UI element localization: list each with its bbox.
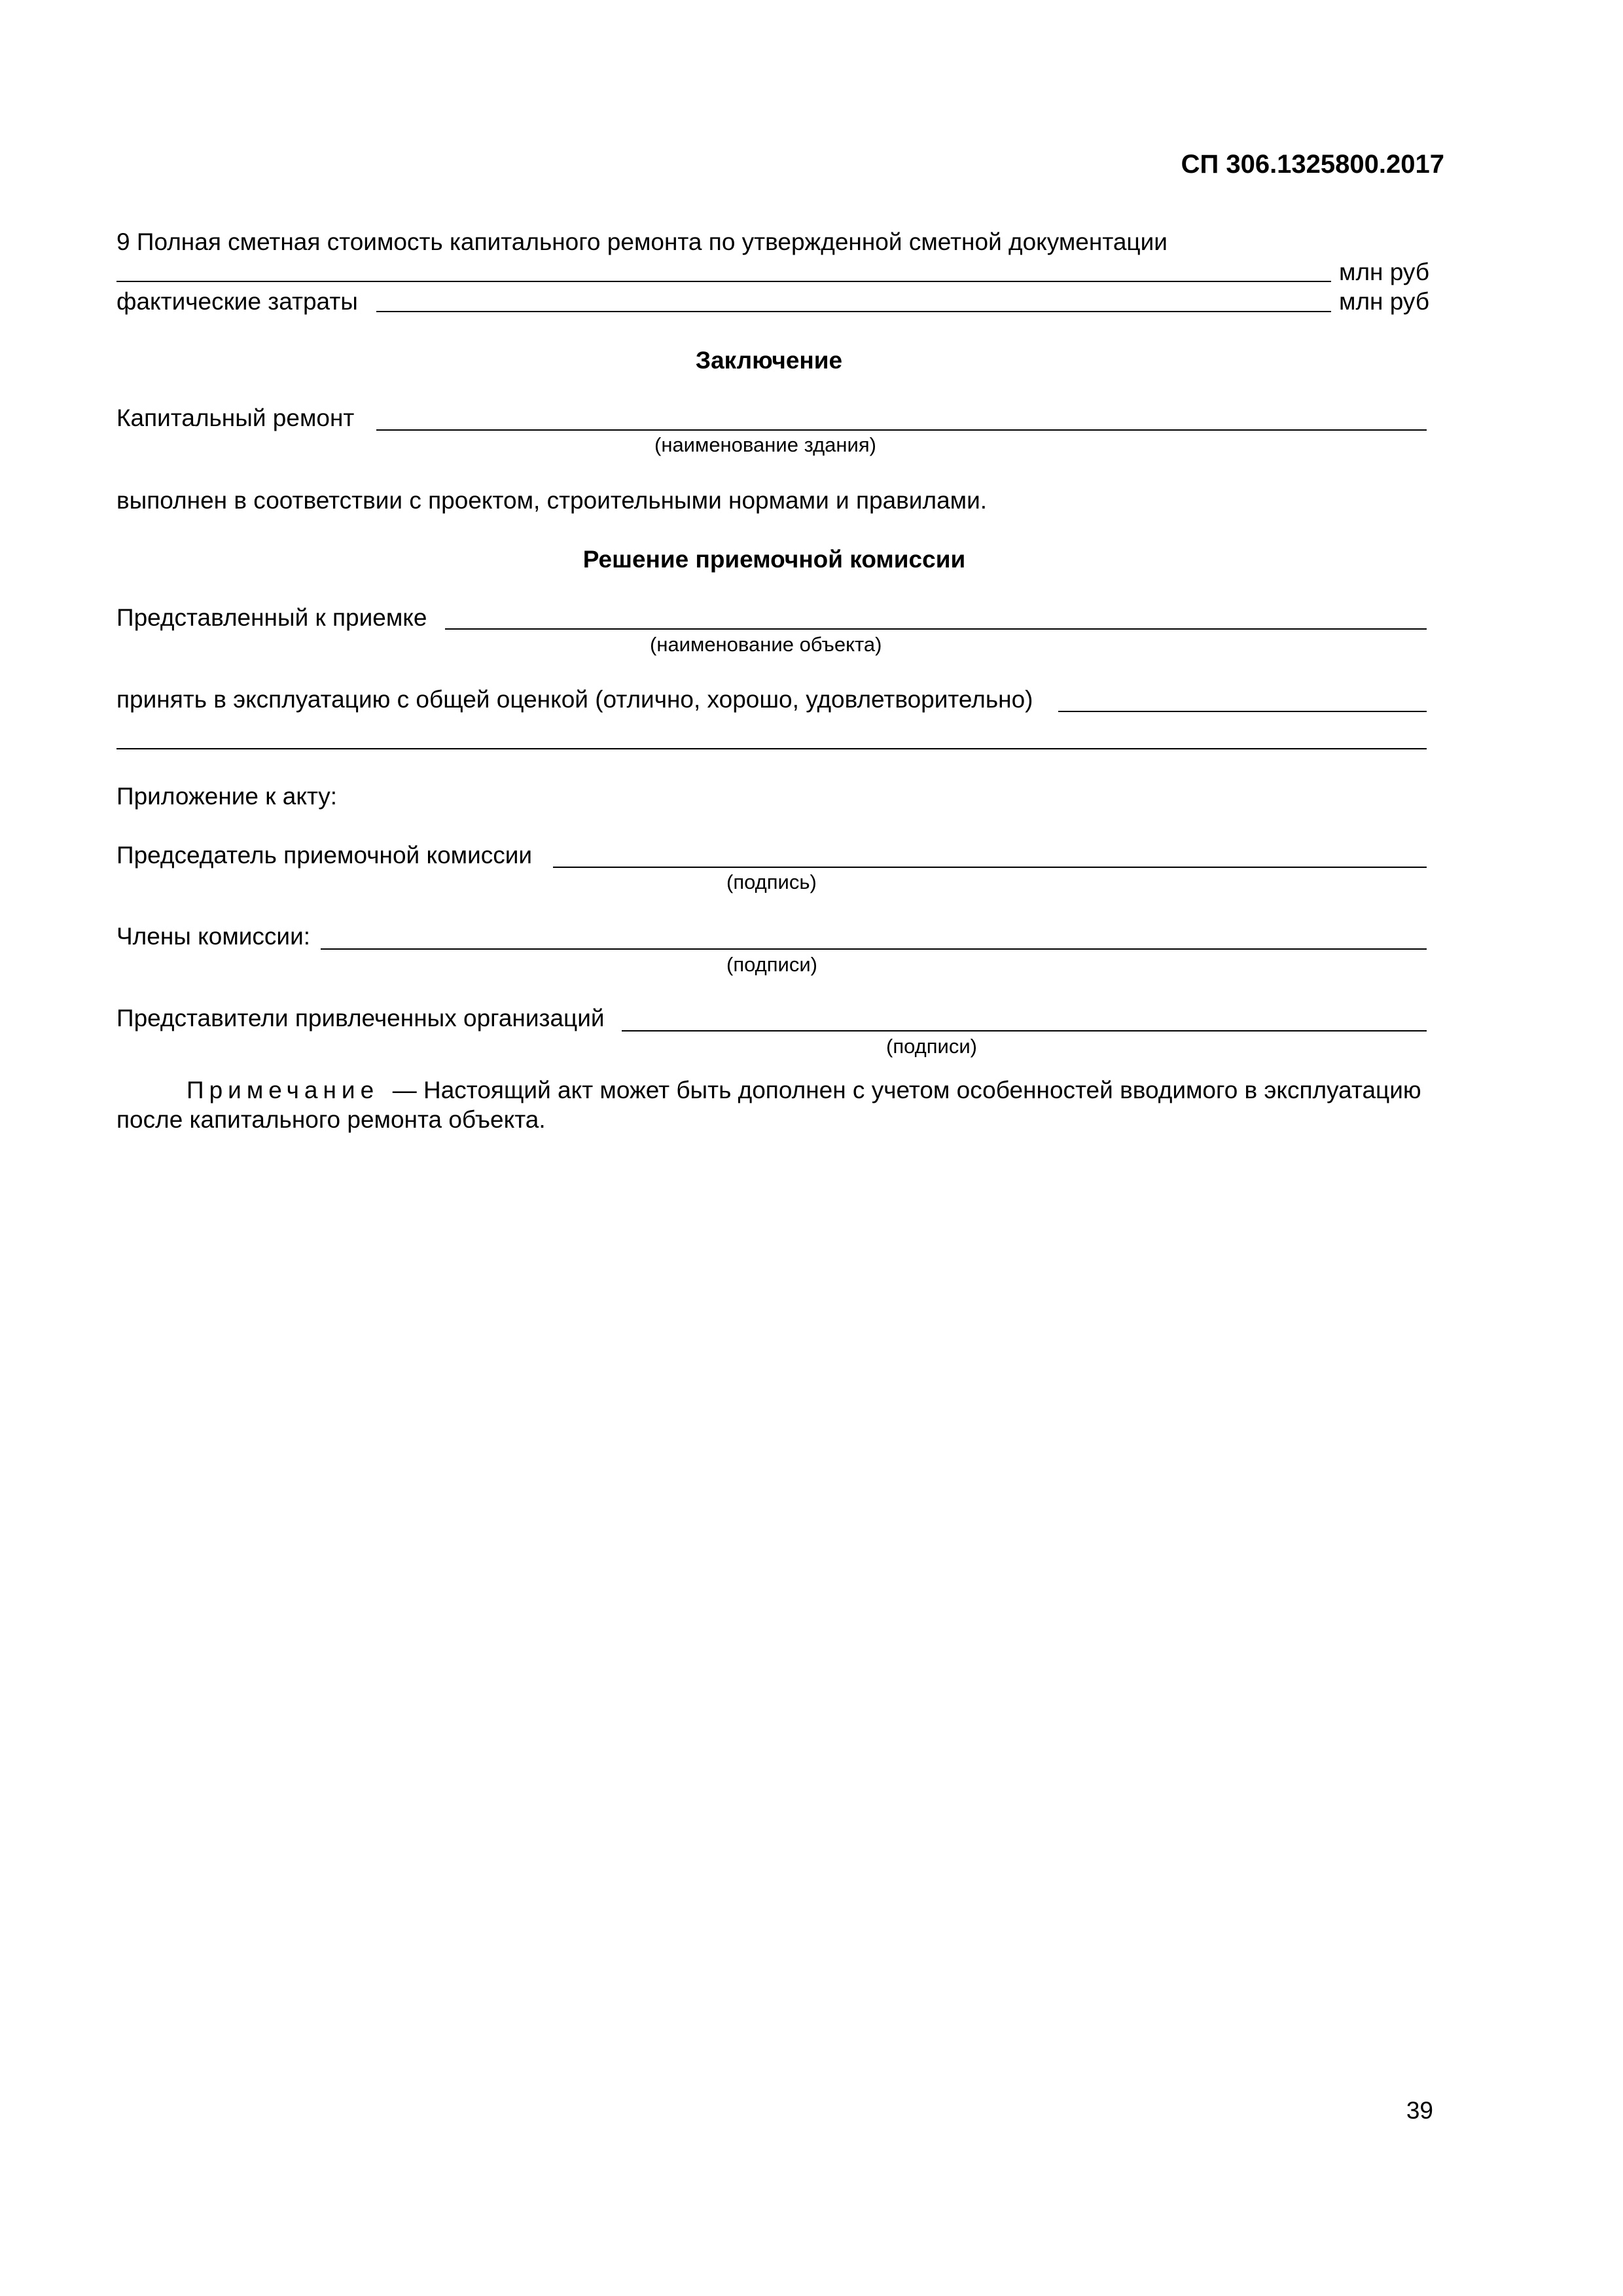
members-label: Члены комиссии: (116, 923, 311, 950)
appendix-label: Приложение к акту: (116, 783, 338, 810)
decision-heading: Решение приемочной комиссии (582, 546, 966, 573)
chairman-signature-caption: (подпись) (726, 870, 817, 893)
estimate-cost-line[interactable] (116, 281, 1331, 282)
chairman-label: Председатель приемочной комиссии (116, 842, 533, 869)
document-code: СП 306.1325800.2017 (1181, 150, 1444, 179)
rating-continuation-line[interactable] (116, 748, 1427, 749)
conclusion-heading: Заключение (695, 347, 843, 374)
section-9-title: 9 Полная сметная стоимость капитального ремонта по утвержденной сметной документации (116, 228, 1168, 255)
note-text-1: — Настоящий акт может быть дополнен с учетом особенностей вводимого в эксплуатацию (392, 1077, 1421, 1103)
page-number: 39 (1406, 2097, 1433, 2124)
note-line-1 (187, 1077, 1421, 1105)
note-label: Примечание (187, 1077, 380, 1103)
presented-label: Представленный к приемке (116, 604, 427, 631)
unit-label-2: млн руб (1339, 288, 1430, 315)
actual-costs-label: фактические затраты (116, 288, 358, 315)
object-name-caption: (наименование объекта) (650, 633, 882, 656)
building-name-caption: (наименование здания) (654, 433, 876, 456)
members-signature-line[interactable] (321, 948, 1427, 950)
chairman-signature-line[interactable] (553, 867, 1427, 868)
unit-label-1: млн руб (1339, 259, 1430, 285)
members-signature-caption: (подписи) (726, 953, 818, 976)
conclusion-statement: выполнен в соответствии с проектом, строительными нормами и правилами. (116, 487, 988, 514)
capital-repair-label: Капитальный ремонт (116, 404, 355, 431)
actual-costs-line[interactable] (376, 311, 1331, 312)
note-text-2: после капитального ремонта объекта. (116, 1106, 546, 1133)
building-name-line[interactable] (376, 429, 1427, 431)
representatives-signature-caption: (подписи) (886, 1035, 978, 1058)
accept-label: принять в эксплуатацию с общей оценкой (отлично, хорошо, удовлетворительно) (116, 686, 1033, 713)
representatives-label: Представители привлеченных организаций (116, 1005, 605, 1031)
rating-line[interactable] (1058, 711, 1427, 712)
representatives-signature-line[interactable] (622, 1030, 1427, 1031)
object-name-line[interactable] (445, 628, 1427, 630)
